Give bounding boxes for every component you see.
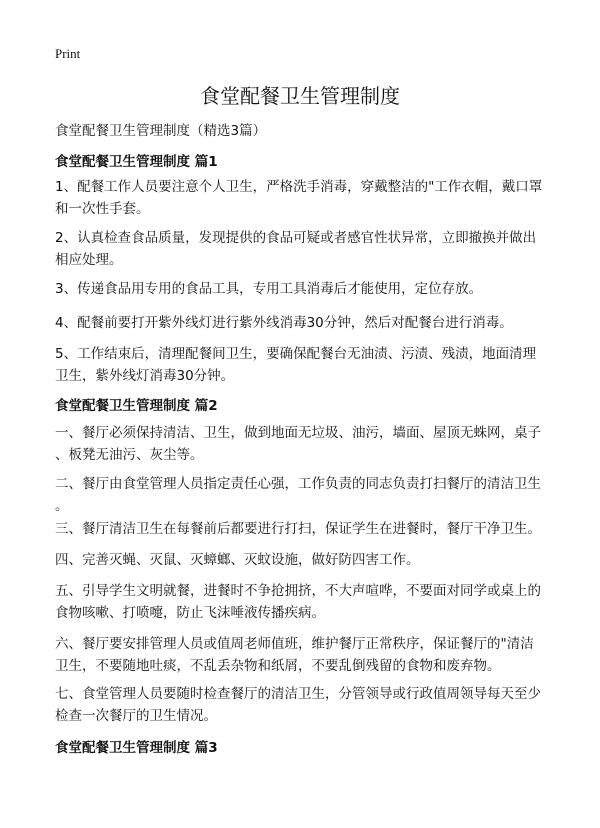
paragraph bbox=[55, 228, 555, 271]
paragraph-line: 三、餐厅清洁卫生在每餐前后都要进行打扫，保证学生在进餐时，餐厅干净卫生。 bbox=[55, 521, 541, 537]
paragraph bbox=[55, 344, 555, 387]
paragraph bbox=[55, 634, 555, 677]
paragraph bbox=[55, 550, 555, 572]
paragraph-line: 2、认真检查食品质量，发现提供的食品可疑或者感官性状异常，立即撤换并做出 bbox=[55, 230, 537, 246]
paragraph-line: 检查一次餐厅的卫生情况。 bbox=[55, 707, 217, 724]
paragraph-line: 4、配餐前要打开紫外线灯进行紫外线消毒30分钟，然后对配餐台进行消毒。 bbox=[55, 315, 513, 331]
paragraph bbox=[55, 177, 555, 220]
paragraph-line: 和一次性手套。 bbox=[55, 200, 150, 217]
paragraph-line: 四、完善灭蝇、灭鼠、灭蟑螂、灭蚊设施，做好防四害工作。 bbox=[55, 552, 420, 568]
section-heading: 食堂配餐卫生管理制度 篇3 bbox=[55, 740, 218, 756]
paragraph bbox=[55, 519, 555, 541]
section-heading: 食堂配餐卫生管理制度 篇2 bbox=[55, 398, 218, 414]
paragraph-line: 卫生，不要随地吐痰，不乱丢杂物和纸屑，不要乱倒残留的食物和废弃物。 bbox=[55, 657, 501, 674]
paragraph-line: 五、引导学生文明就餐，进餐时不争抢拥挤，不大声喧哗，不要面对同学或桌上的 bbox=[55, 583, 541, 599]
paragraph-line: 六、餐厅要安排管理人员或值周老师值班，维护餐厅正常秩序，保证餐厅的"清洁 bbox=[55, 636, 534, 652]
paragraph-line: 一、餐厅必须保持清洁、卫生，做到地面无垃圾、油污，墙面、屋顶无蛛网，桌子 bbox=[55, 425, 541, 441]
paragraph-line: 1、配餐工作人员要注意个人卫生，严格洗手消毒，穿戴整洁的"工作衣帽，戴口罩 bbox=[55, 179, 543, 195]
paragraph-line: 食物咳嗽、打喷嚏，防止飞沫唾液传播疾病。 bbox=[55, 604, 325, 621]
page-title: 食堂配餐卫生管理制度 bbox=[200, 84, 400, 108]
section-heading: 食堂配餐卫生管理制度 篇1 bbox=[55, 154, 218, 170]
paragraph bbox=[55, 279, 555, 301]
paragraph-line: 5、工作结束后，清理配餐间卫生，要确保配餐台无油渍、污渍、残渍，地面清理 bbox=[55, 346, 537, 362]
paragraph-line: 卫生，紫外线灯消毒30分钟。 bbox=[55, 367, 235, 384]
paragraph bbox=[55, 313, 555, 335]
paragraph bbox=[55, 423, 555, 466]
paragraph-line: 。 bbox=[55, 497, 69, 514]
paragraph-line: 七、食堂管理人员要随时检查餐厅的清洁卫生，分管领导或行政值周领导每天至少 bbox=[55, 686, 541, 702]
print-link[interactable]: Print bbox=[55, 46, 81, 61]
document-subtitle: 食堂配餐卫生管理制度（精选3篇） bbox=[55, 123, 267, 139]
paragraph-line: 二、餐厅由食堂管理人员指定责任心强，工作负责的同志负责打扫餐厅的清洁卫生 bbox=[55, 476, 541, 492]
paragraph-line: 相应处理。 bbox=[55, 251, 123, 268]
paragraph bbox=[55, 684, 555, 727]
paragraph-line: 、板凳无油污、灰尘等。 bbox=[55, 446, 204, 463]
paragraph bbox=[55, 581, 555, 624]
paragraph bbox=[55, 474, 555, 517]
paragraph-line: 3、传递食品用专用的食品工具，专用工具消毒后才能使用，定位存放。 bbox=[55, 281, 483, 297]
